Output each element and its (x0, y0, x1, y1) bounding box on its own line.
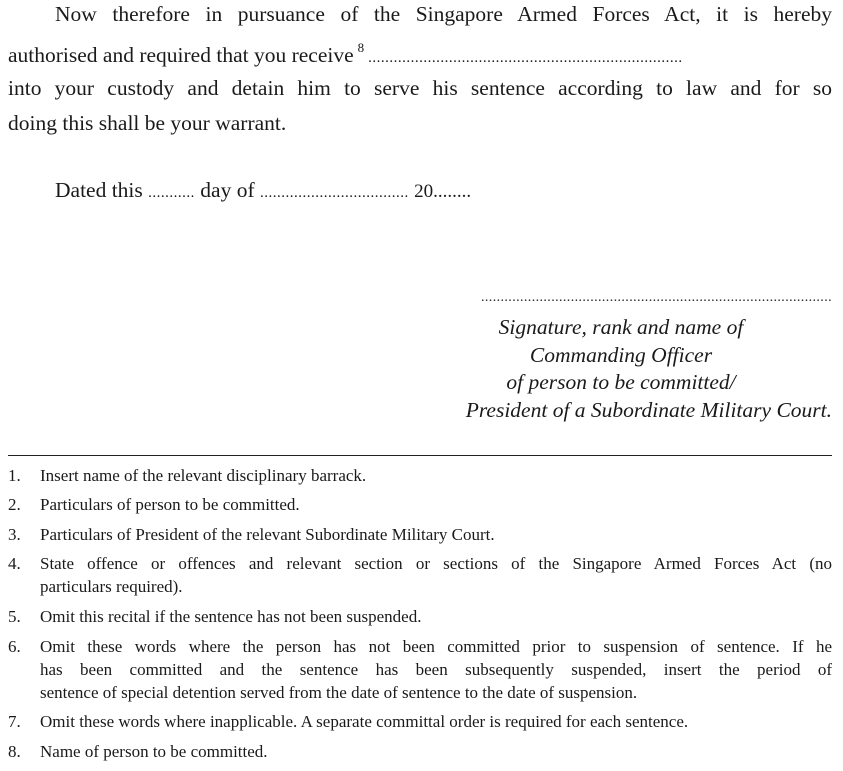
footnote-text: particulars required). (40, 577, 183, 596)
dated-this-label: Dated this (55, 178, 143, 202)
warrant-line-3 (8, 76, 832, 101)
signature-caption-line-2: Commanding Officer (529, 342, 713, 367)
footnote-text: State offence or offences and relevant section or sections of the Singapore Armed Forces Act (no (40, 554, 832, 573)
footnote-number: 8. (8, 742, 21, 761)
footnote-text: sentence of special detention served from the date of sentence to the date of suspension. (40, 683, 638, 702)
signature-block (410, 314, 832, 424)
dated-line (55, 178, 471, 203)
year-field: 20........ (414, 181, 472, 202)
warrant-line-1 (55, 2, 832, 27)
footnote-text: Omit these words where the person has not been committed prior to suspension of sentence. If he (40, 637, 832, 656)
footnote-text: Omit this recital if the sentence has not been suspended. (40, 607, 422, 626)
footnote-number: 4. (8, 554, 21, 573)
warrant-line-4 (8, 111, 832, 136)
footnote-number: 1. (8, 466, 21, 485)
warrant-line-1-text: Now therefore in pursuance of the Singapore Armed Forces Act, it is hereby (55, 2, 832, 26)
day-of-label: day of (200, 178, 255, 202)
signature-dotted-line: .......................................................................................... (481, 290, 832, 305)
day-dotted-field: ........... (148, 185, 195, 201)
footnote-number: 6. (8, 637, 21, 656)
signature-caption-line-3: of person to be committed/ (506, 370, 736, 394)
month-dotted-field: ................................... (259, 185, 409, 201)
footnote-text: Omit these words where inapplicable. A separate committal order is required for each sentence. (40, 712, 689, 731)
footnote-text: Particulars of person to be committed. (40, 495, 300, 514)
signature-caption-line-4: President of a Subordinate Military Court. (465, 397, 832, 422)
footnote-number: 2. (8, 495, 21, 514)
warrant-line-2 (8, 40, 832, 68)
footnote-number: 5. (8, 607, 21, 626)
footnote-number: 7. (8, 712, 21, 731)
footnote-text: Particulars of President of the relevant Subordinate Military Court. (40, 525, 495, 544)
signature-caption-line-1: Signature, rank and name of (498, 315, 744, 339)
footnote-text: has been committed and the sentence has been subsequently suspended, insert the period of (40, 660, 832, 679)
footnote-divider (8, 455, 832, 456)
footnote-text: Name of person to be committed. (40, 742, 268, 761)
receive-name-dotted-line: .......................................................................... (368, 50, 683, 66)
footnote-marker-8: 8 (357, 40, 365, 55)
footnote-number: 3. (8, 525, 21, 544)
warrant-line-2-text: authorised and required that you receive (8, 43, 354, 67)
warrant-line-4-text: doing this shall be your warrant. (8, 111, 287, 135)
footnote-text: Insert name of the relevant disciplinary barrack. (40, 466, 367, 485)
warrant-line-3-text: into your custody and detain him to serve his sentence according to law and for so (8, 76, 832, 100)
